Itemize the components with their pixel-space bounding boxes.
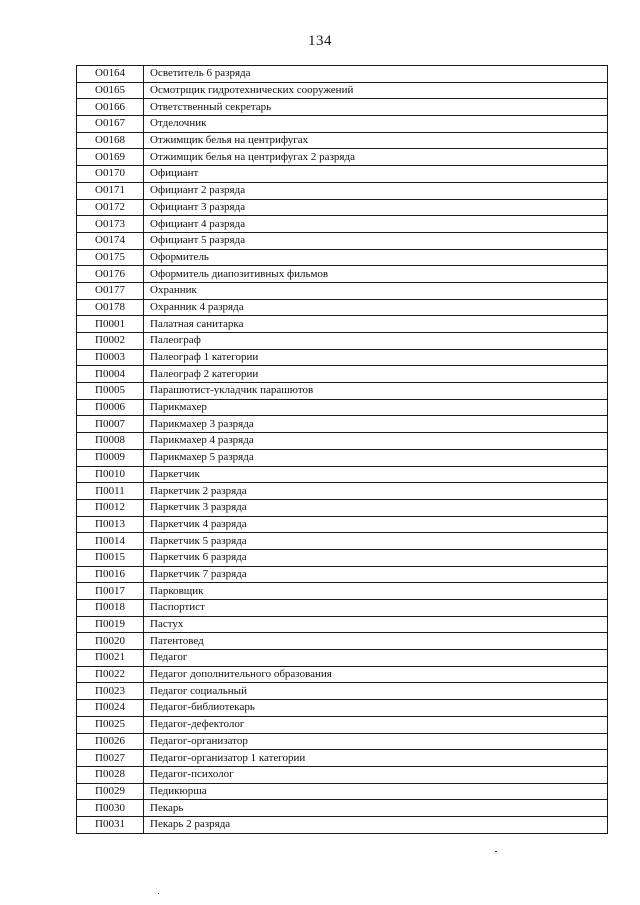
profession-code-cell: П0018 xyxy=(77,600,144,617)
profession-title-cell: Педикюрша xyxy=(144,783,608,800)
table-row xyxy=(77,566,608,583)
profession-code-cell: П0020 xyxy=(77,633,144,650)
table-row xyxy=(77,232,608,249)
profession-code-cell: П0003 xyxy=(77,349,144,366)
profession-title-cell: Палеограф xyxy=(144,333,608,350)
profession-code-cell: П0005 xyxy=(77,383,144,400)
profession-code-cell: П0024 xyxy=(77,700,144,717)
profession-title-cell: Палеограф 2 категории xyxy=(144,366,608,383)
table-row xyxy=(77,399,608,416)
profession-code-cell: О0176 xyxy=(77,266,144,283)
table-row xyxy=(77,750,608,767)
profession-code-cell: П0017 xyxy=(77,583,144,600)
table-row xyxy=(77,433,608,450)
table-row xyxy=(77,766,608,783)
table-row xyxy=(77,82,608,99)
table-row xyxy=(77,683,608,700)
profession-title-cell: Охранник xyxy=(144,282,608,299)
profession-code-cell: П0026 xyxy=(77,733,144,750)
table-row xyxy=(77,132,608,149)
profession-title-cell: Паспортист xyxy=(144,600,608,617)
table-row xyxy=(77,633,608,650)
profession-code-cell: П0016 xyxy=(77,566,144,583)
table-row xyxy=(77,466,608,483)
profession-title-cell: Педагог-психолог xyxy=(144,766,608,783)
profession-title-cell: Паркетчик 3 разряда xyxy=(144,499,608,516)
profession-title-cell: Педагог социальный xyxy=(144,683,608,700)
profession-code-cell: П0031 xyxy=(77,816,144,833)
table-row xyxy=(77,333,608,350)
profession-code-cell: П0029 xyxy=(77,783,144,800)
profession-code-cell: П0030 xyxy=(77,800,144,817)
table-row xyxy=(77,499,608,516)
profession-title-cell: Официант 5 разряда xyxy=(144,232,608,249)
table-row xyxy=(77,716,608,733)
table-row xyxy=(77,366,608,383)
table-row xyxy=(77,650,608,667)
profession-code-cell: П0014 xyxy=(77,533,144,550)
table-row xyxy=(77,316,608,333)
table-row xyxy=(77,249,608,266)
table-row xyxy=(77,416,608,433)
profession-code-cell: О0168 xyxy=(77,132,144,149)
profession-code-cell: П0027 xyxy=(77,750,144,767)
profession-title-cell: Пекарь xyxy=(144,800,608,817)
profession-code-cell: О0165 xyxy=(77,82,144,99)
profession-code-cell: О0174 xyxy=(77,232,144,249)
table-row xyxy=(77,583,608,600)
profession-title-cell: Паркетчик 7 разряда xyxy=(144,566,608,583)
profession-code-cell: П0004 xyxy=(77,366,144,383)
profession-code-cell: П0025 xyxy=(77,716,144,733)
table-row xyxy=(77,299,608,316)
table-row xyxy=(77,600,608,617)
profession-code-cell: О0177 xyxy=(77,282,144,299)
profession-title-cell: Педагог-дефектолог xyxy=(144,716,608,733)
profession-code-table xyxy=(76,65,608,834)
profession-title-cell: Оформитель диапозитивных фильмов xyxy=(144,266,608,283)
table-row xyxy=(77,533,608,550)
table-row xyxy=(77,733,608,750)
table-row xyxy=(77,149,608,166)
profession-title-cell: Официант xyxy=(144,166,608,183)
profession-code-cell: О0173 xyxy=(77,216,144,233)
profession-title-cell: Парикмахер 4 разряда xyxy=(144,433,608,450)
table-row xyxy=(77,666,608,683)
table-row xyxy=(77,483,608,500)
profession-title-cell: Парковщик xyxy=(144,583,608,600)
profession-code-cell: П0001 xyxy=(77,316,144,333)
table-row xyxy=(77,166,608,183)
table-body xyxy=(77,66,608,834)
profession-title-cell: Паркетчик 6 разряда xyxy=(144,549,608,566)
scan-speck xyxy=(495,851,497,852)
profession-code-cell: П0012 xyxy=(77,499,144,516)
profession-title-cell: Осветитель 6 разряда xyxy=(144,66,608,83)
profession-code-cell: П0013 xyxy=(77,516,144,533)
table-row xyxy=(77,99,608,116)
table-row xyxy=(77,216,608,233)
profession-title-cell: Парикмахер xyxy=(144,399,608,416)
profession-code-cell: П0023 xyxy=(77,683,144,700)
profession-code-cell: П0011 xyxy=(77,483,144,500)
profession-code-cell: П0028 xyxy=(77,766,144,783)
profession-title-cell: Педагог дополнительного образования xyxy=(144,666,608,683)
profession-title-cell: Парашютист-укладчик парашютов xyxy=(144,383,608,400)
profession-code-cell: П0010 xyxy=(77,466,144,483)
profession-title-cell: Отжимщик белья на центрифугах 2 разряда xyxy=(144,149,608,166)
profession-code-cell: О0167 xyxy=(77,116,144,133)
profession-code-cell: П0008 xyxy=(77,433,144,450)
scan-speck xyxy=(158,893,159,894)
table-row xyxy=(77,700,608,717)
profession-title-cell: Патентовед xyxy=(144,633,608,650)
profession-title-cell: Палеограф 1 категории xyxy=(144,349,608,366)
profession-code-cell: О0178 xyxy=(77,299,144,316)
table-row xyxy=(77,349,608,366)
table-row xyxy=(77,800,608,817)
profession-code-cell: П0007 xyxy=(77,416,144,433)
profession-code-cell: О0164 xyxy=(77,66,144,83)
profession-title-cell: Парикмахер 3 разряда xyxy=(144,416,608,433)
profession-code-cell: П0021 xyxy=(77,650,144,667)
profession-code-cell: П0019 xyxy=(77,616,144,633)
profession-code-cell: П0009 xyxy=(77,449,144,466)
table-row xyxy=(77,116,608,133)
profession-code-cell: О0175 xyxy=(77,249,144,266)
profession-title-cell: Пастух xyxy=(144,616,608,633)
table-row xyxy=(77,516,608,533)
profession-title-cell: Официант 4 разряда xyxy=(144,216,608,233)
profession-code-cell: О0166 xyxy=(77,99,144,116)
profession-title-cell: Паркетчик 4 разряда xyxy=(144,516,608,533)
page-number: 134 xyxy=(308,33,332,49)
profession-title-cell: Паркетчик 5 разряда xyxy=(144,533,608,550)
table-row xyxy=(77,816,608,833)
profession-code-cell: О0169 xyxy=(77,149,144,166)
profession-title-cell: Охранник 4 разряда xyxy=(144,299,608,316)
profession-title-cell: Отжимщик белья на центрифугах xyxy=(144,132,608,149)
profession-title-cell: Пекарь 2 разряда xyxy=(144,816,608,833)
profession-title-cell: Осмотрщик гидротехнических сооружений xyxy=(144,82,608,99)
profession-title-cell: Ответственный секретарь xyxy=(144,99,608,116)
table-row xyxy=(77,199,608,216)
profession-title-cell: Паркетчик 2 разряда xyxy=(144,483,608,500)
profession-code-cell: П0002 xyxy=(77,333,144,350)
profession-title-cell: Оформитель xyxy=(144,249,608,266)
table-row xyxy=(77,783,608,800)
profession-code-cell: О0171 xyxy=(77,182,144,199)
profession-title-cell: Паркетчик xyxy=(144,466,608,483)
profession-title-cell: Официант 3 разряда xyxy=(144,199,608,216)
table-row xyxy=(77,383,608,400)
profession-code-cell: О0170 xyxy=(77,166,144,183)
profession-title-cell: Педагог-организатор 1 категории xyxy=(144,750,608,767)
profession-title-cell: Педагог-библиотекарь xyxy=(144,700,608,717)
table-row xyxy=(77,449,608,466)
table-row xyxy=(77,266,608,283)
profession-code-cell: П0006 xyxy=(77,399,144,416)
table-row xyxy=(77,66,608,83)
profession-title-cell: Палатная санитарка xyxy=(144,316,608,333)
profession-title-cell: Официант 2 разряда xyxy=(144,182,608,199)
table-row xyxy=(77,549,608,566)
profession-code-cell: П0015 xyxy=(77,549,144,566)
profession-title-cell: Парикмахер 5 разряда xyxy=(144,449,608,466)
table-row xyxy=(77,182,608,199)
profession-title-cell: Педагог-организатор xyxy=(144,733,608,750)
profession-title-cell: Педагог xyxy=(144,650,608,667)
table-row xyxy=(77,282,608,299)
table-row xyxy=(77,616,608,633)
profession-code-cell: О0172 xyxy=(77,199,144,216)
profession-title-cell: Отделочник xyxy=(144,116,608,133)
profession-code-cell: П0022 xyxy=(77,666,144,683)
